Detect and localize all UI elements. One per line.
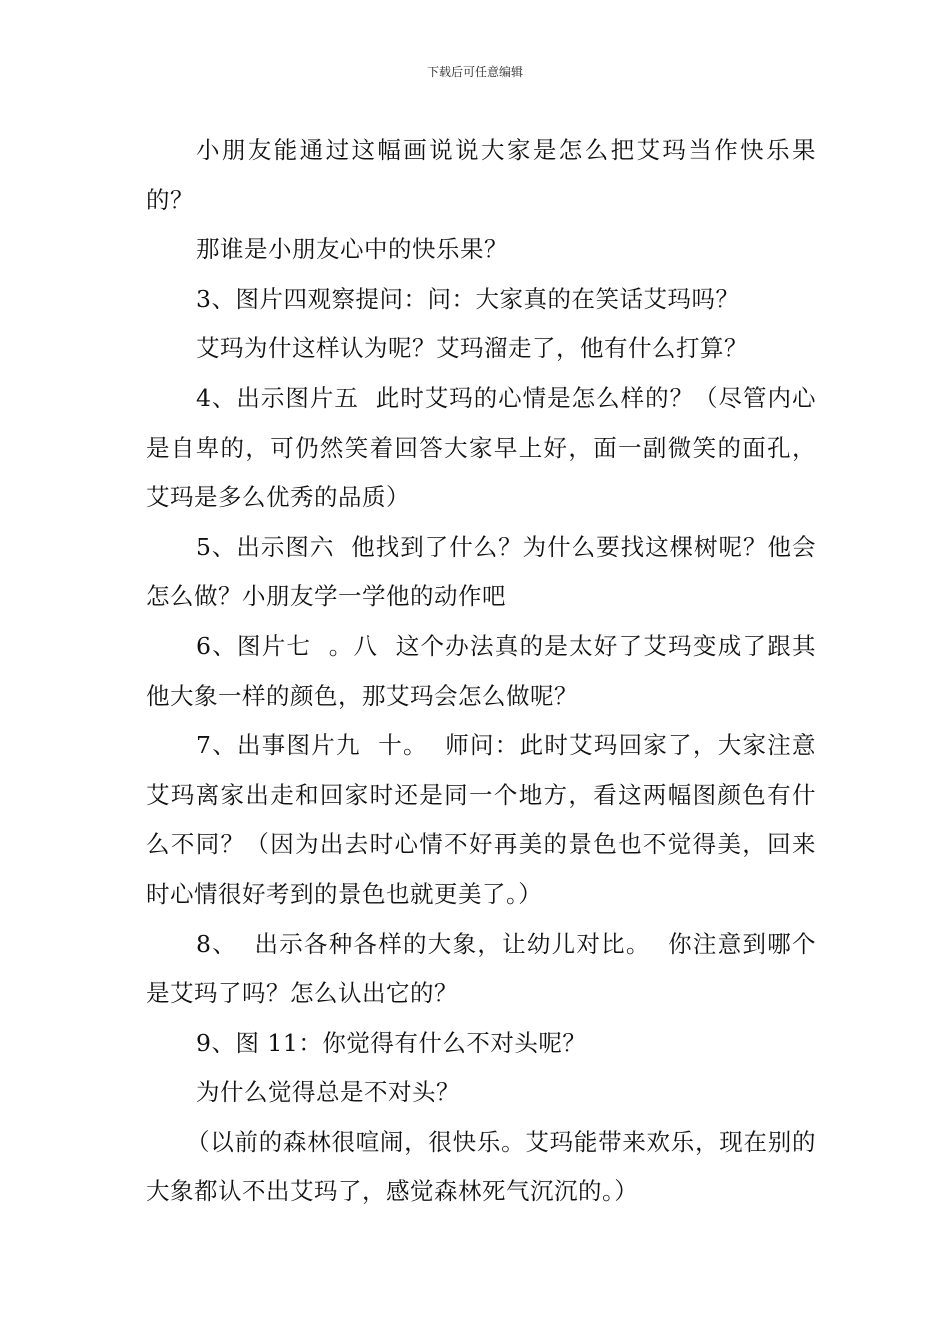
paragraph: 艾玛为什这样认为呢？艾玛溜走了，他有什么打算？ [196,334,748,363]
paragraph: 为什么觉得总是不对头？ [196,1078,460,1107]
paragraph: 小朋友能通过这幅画说说大家是怎么把艾玛当作快乐果的？ [146,136,816,214]
paragraph: 9、图 11：你觉得有什么不对头呢？ [196,1028,587,1057]
paragraph: 4、出示图片五 此时艾玛的心情是怎么样的？（尽管内心是自卑的，可仍然笑着回答大家早上好，面一副微笑的面孔，艾玛是多么优秀的品质） [146,383,816,512]
document-body [146,126,816,1217]
paragraph: 5、出示图六 他找到了什么？为什么要找这棵树呢？他会怎么做？小朋友学一学他的动作吧 [146,532,816,611]
paragraph: 6、图片七 。八 这个办法真的是太好了艾玛变成了跟其他大象一样的颜色，那艾玛会怎么做呢？ [146,631,816,710]
page-header: 下载后可任意编辑 [426,65,523,79]
paragraph: 8、 出示各种各样的大象，让幼儿对比。 你注意到哪个是艾玛了吗？怎么认出它的？ [146,929,816,1008]
paragraph: （以前的森林很喧闹，很快乐。艾玛能带来欢乐，现在别的大象都认不出艾玛了，感觉森林死气沉沉的。） [146,1127,816,1206]
paragraph: 3、图片四观察提问：问：大家真的在笑话艾玛吗？ [196,284,740,313]
paragraph: 7、出事图片九 十。 师问：此时艾玛回家了，大家注意艾玛离家出走和回家时还是同一个地方，看这两幅图颜色有什么不同？（因为出去时心情不好再美的景色也不觉得美，回来时心情很好考到的景色也就更美了。） [146,731,816,908]
paragraph: 那谁是小朋友心中的快乐果？ [196,235,508,264]
